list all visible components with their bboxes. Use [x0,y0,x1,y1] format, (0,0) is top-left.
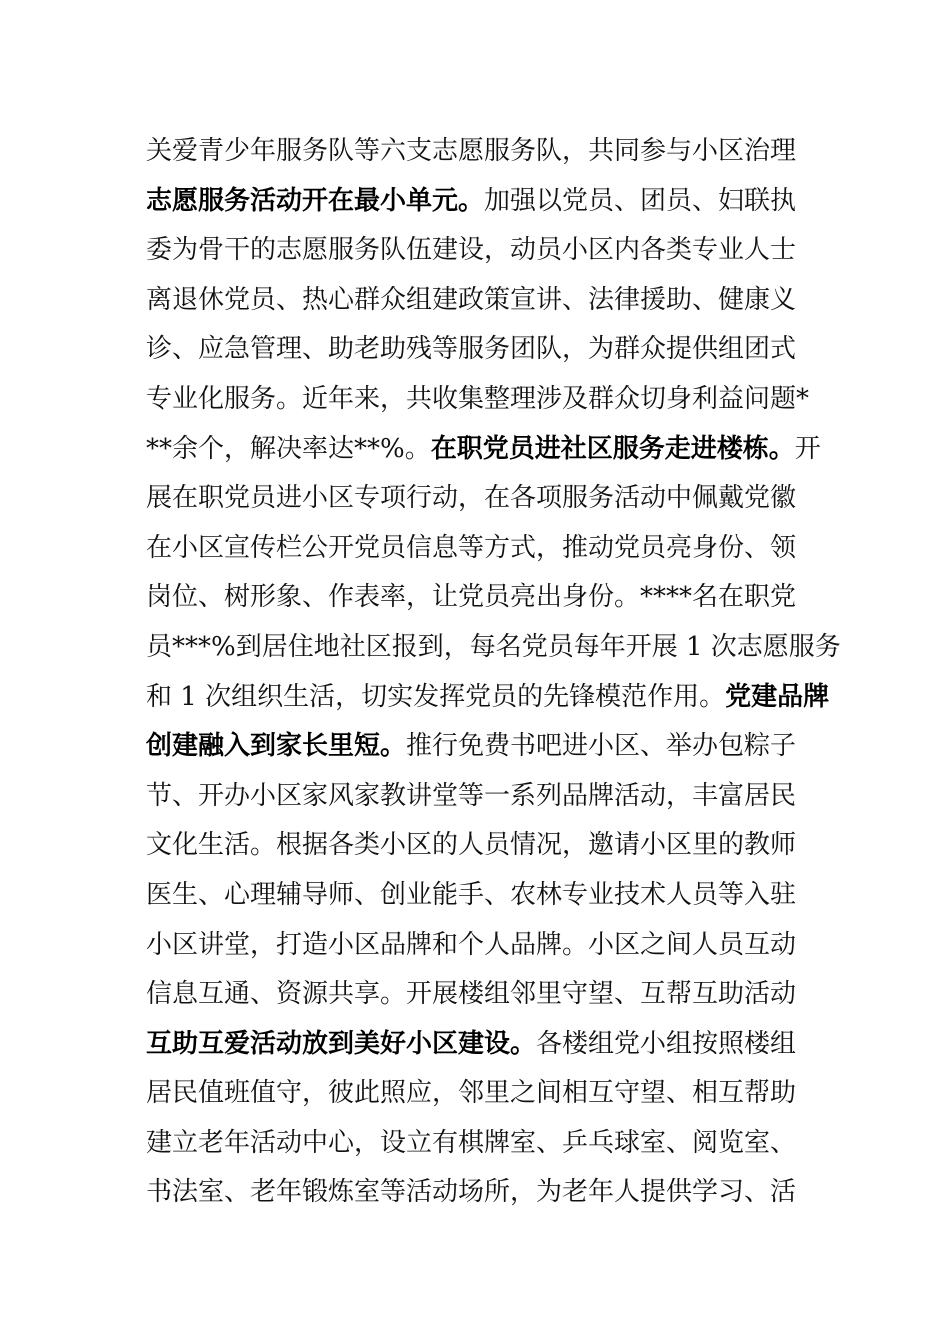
text-line [146,871,806,921]
text-line [146,573,806,623]
document-body [146,127,841,1218]
bold-heading-run: 创建融入到家长里短。 [146,731,407,762]
text-run: 文化生活。根据各类小区的人员情况，邀请小区里的教师 [146,830,797,861]
text-line [146,1119,806,1169]
text-line [146,772,806,822]
text-run: 在小区宣传栏公开党员信息等方式，推动党员亮身份、领 [146,532,797,563]
text-line [146,623,841,673]
text-line [146,1020,806,1070]
text-run: 离退休党员、热心群众组建政策宣讲、法律援助、健康义 [146,284,797,315]
text-run: 诊、应急管理、助老助残等服务团队，为群众提供组团式 [146,334,797,365]
bold-heading-run: 志愿服务活动开在最小单元。 [146,185,485,216]
text-run: 推行免费书吧进小区、举办包粽子 [406,731,797,762]
text-run: 节、开办小区家风家教讲堂等一系列品牌活动，丰富居民 [146,780,797,811]
bold-heading-run: 在职党员进社区服务走进楼栋。 [430,433,795,464]
text-run: 信息互通、资源共享。开展楼组邻里守望、互帮互助活动 [146,979,797,1010]
text-run: 加强以党员、团员、妇联执 [484,185,797,216]
text-run: 书法室、老年锻炼室等活动场所，为老年人提供学习、活 [146,1177,797,1208]
text-line [146,425,821,475]
text-line [146,276,806,326]
text-run: 各楼组党小组按照楼组 [536,1028,797,1059]
text-run: 委为骨干的志愿服务队伍建设，动员小区内各类专业人士 [146,235,797,266]
text-line [146,722,806,772]
text-run: 开 [794,433,821,464]
text-line [146,226,806,276]
text-run: 展在职党员进小区专项行动，在各项服务活动中佩戴党徽 [146,483,797,514]
text-line [146,1168,806,1218]
text-line [146,474,806,524]
bold-heading-run: 党建品牌 [725,681,830,712]
text-line [146,375,810,425]
text-line [146,1069,806,1119]
text-line [146,177,806,227]
text-line [146,673,830,723]
text-line [146,524,806,574]
text-run: 岗位、树形象、作表率，让党员亮出身份。****名在职党 [146,582,797,613]
text-run: 关爱青少年服务队等六支志愿服务队，共同参与小区治理 [146,136,797,166]
text-line [146,821,806,871]
text-line [146,921,806,971]
text-run: **余个，解决率达**%。 [146,433,431,464]
text-line [146,325,806,375]
text-run: 医生、心理辅导师、创业能手、农林专业技术人员等入驻 [146,879,797,910]
text-run: 专业化服务。近年来，共收集整理涉及群众切身利益问题* [146,383,810,414]
text-run: 建立老年活动中心，设立有棋牌室、乒乓球室、阅览室、 [146,1127,797,1158]
text-run: 居民值班值守，彼此照应，邻里之间相互守望、相互帮助 [146,1078,797,1109]
text-run: 小区讲堂，打造小区品牌和个人品牌。小区之间人员互动 [146,929,797,960]
text-line [146,970,806,1020]
text-line [146,127,806,177]
text-run: 和 1 次组织生活，切实发挥党员的先锋模范作用。 [146,681,726,712]
text-run: 员***%到居住地社区报到，每名党员每年开展 1 次志愿服务 [146,631,841,662]
bold-heading-run: 互助互爱活动放到美好小区建设。 [146,1028,537,1059]
